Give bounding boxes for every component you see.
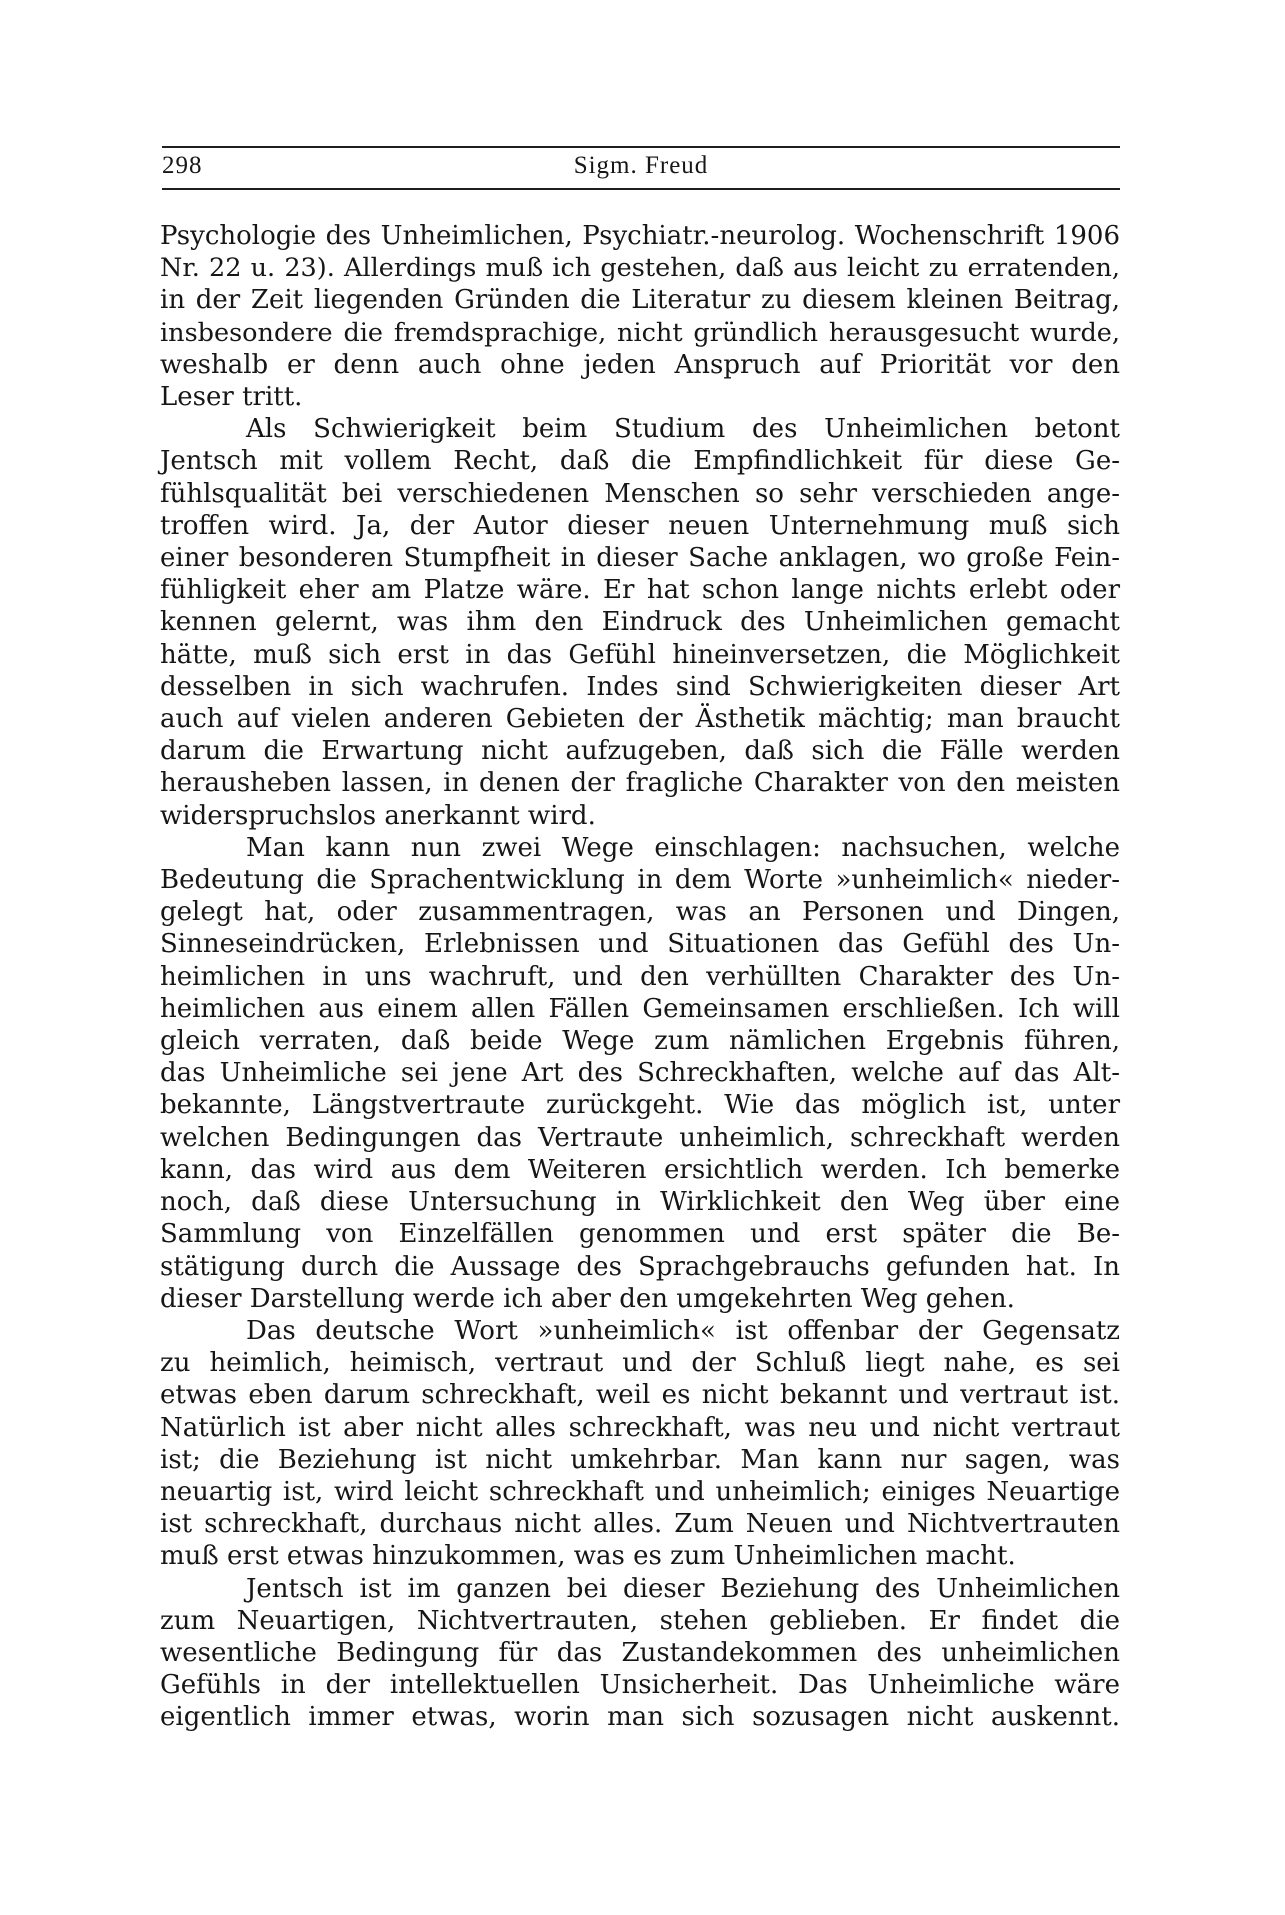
text-line: muß erst etwas hinzukommen, was es zum Unheimlichen macht.: [160, 1541, 1016, 1572]
text-line: herausheben lassen, in denen der fragliche Charakter von den meisten: [160, 768, 1120, 799]
text-line: kann, das wird aus dem Weiteren ersichtlich werden. Ich bemerke: [160, 1154, 1120, 1185]
text-line: fühlsqualität bei verschiedenen Menschen so sehr verschieden ange-: [160, 478, 1120, 509]
running-head: [162, 146, 1120, 190]
text-line: weshalb er denn auch ohne jeden Anspruch auf Priorität vor den: [160, 349, 1120, 380]
text-line: auch auf vielen anderen Gebieten der Ästhetik mächtig; man braucht: [160, 704, 1120, 735]
text-line: widerspruchslos anerkannt wird.: [160, 800, 596, 831]
text-line: einer besonderen Stumpfheit in dieser Sache anklagen, wo große Fein-: [160, 543, 1120, 574]
text-line: ist; die Beziehung ist nicht umkehrbar. Man kann nur sagen, was: [160, 1444, 1120, 1475]
text-line: in der Zeit liegenden Gründen die Literatur zu diesem kleinen Beitrag,: [160, 285, 1120, 316]
text-line: das Unheimliche sei jene Art des Schreckhaften, welche auf das Alt-: [160, 1058, 1120, 1089]
text-line: Sammlung von Einzelfällen genommen und erst später die Be-: [160, 1219, 1120, 1250]
text-line: Das deutsche Wort »unheimlich« ist offenbar der Gegensatz: [246, 1315, 1120, 1346]
text-line: hätte, muß sich erst in das Gefühl hineinversetzen, die Möglichkeit: [160, 639, 1120, 670]
running-head-author: Sigm. Freud: [573, 152, 709, 179]
text-line: Nr. 22 u. 23). Allerdings muß ich gestehen, daß aus leicht zu erratenden,: [160, 253, 1120, 284]
text-line: noch, daß diese Untersuchung in Wirklichkeit den Weg über eine: [160, 1187, 1120, 1218]
text-line: wesentliche Bedingung für das Zustandekommen des unheimlichen: [160, 1637, 1120, 1668]
text-line: Jentsch ist im ganzen bei dieser Beziehung des Unheimlichen: [246, 1573, 1120, 1604]
text-line: Leser tritt.: [160, 382, 303, 413]
text-line: Jentsch mit vollem Recht, daß die Empfindlichkeit für diese Ge-: [160, 446, 1120, 477]
text-line: heimlichen in uns wachruft, und den verhüllten Charakter des Un-: [160, 961, 1120, 992]
text-line: troffen wird. Ja, der Autor dieser neuen Unternehmung muß sich: [160, 510, 1120, 541]
text-line: etwas eben darum schreckhaft, weil es nicht bekannt und vertraut ist.: [160, 1380, 1120, 1411]
text-line: fühligkeit eher am Platze wäre. Er hat schon lange nichts erlebt oder: [160, 575, 1120, 606]
text-line: welchen Bedingungen das Vertraute unheimlich, schreckhaft werden: [160, 1122, 1120, 1153]
text-line: dieser Darstellung werde ich aber den umgekehrten Weg gehen.: [160, 1283, 1015, 1314]
text-line: Natürlich ist aber nicht alles schreckhaft, was neu und nicht vertraut: [160, 1412, 1120, 1443]
text-line: stätigung durch die Aussage des Sprachgebrauchs gefunden hat. In: [160, 1251, 1120, 1282]
text-line: desselben in sich wachrufen. Indes sind Schwierigkeiten dieser Art: [160, 671, 1120, 702]
page-number: 298: [162, 152, 203, 179]
text-line: kennen gelernt, was ihm den Eindruck des Unheimlichen gemacht: [160, 607, 1120, 638]
text-line: Gefühls in der intellektuellen Unsicherheit. Das Unheimliche wäre: [160, 1670, 1120, 1701]
text-line: zum Neuartigen, Nichtvertrauten, stehen geblieben. Er findet die: [160, 1605, 1120, 1636]
text-line: Man kann nun zwei Wege einschlagen: nachsuchen, welche: [246, 832, 1120, 863]
text-line: gelegt hat, oder zusammentragen, was an Personen und Dingen,: [160, 897, 1120, 928]
text-line: insbesondere die fremdsprachige, nicht gründlich herausgesucht wurde,: [160, 317, 1120, 348]
text-line: darum die Erwartung nicht aufzugeben, daß sich die Fälle werden: [160, 736, 1120, 767]
text-line: Bedeutung die Sprachentwicklung in dem Worte »unheimlich« nieder-: [160, 865, 1120, 896]
text-line: heimlichen aus einem allen Fällen Gemeinsamen erschließen. Ich will: [160, 993, 1120, 1024]
text-line: Sinneseindrücken, Erlebnissen und Situationen das Gefühl des Un-: [160, 929, 1120, 960]
text-line: eigentlich immer etwas, worin man sich sozusagen nicht auskennt.: [160, 1702, 1120, 1733]
text-line: Psychologie des Unheimlichen, Psychiatr.-neurolog. Wochenschrift 1906: [160, 221, 1120, 251]
text-line: zu heimlich, heimisch, vertraut und der Schluß liegt nahe, es sei: [160, 1348, 1120, 1379]
text-line: ist schreckhaft, durchaus nicht alles. Zum Neuen und Nichtvertrauten: [160, 1509, 1120, 1540]
text-line: bekannte, Längstvertraute zurückgeht. Wie das möglich ist, unter: [160, 1090, 1120, 1121]
text-line: Als Schwierigkeit beim Studium des Unheimlichen betont: [246, 414, 1120, 445]
text-line: neuartig ist, wird leicht schreckhaft und unheimlich; einiges Neuartige: [160, 1476, 1120, 1507]
text-line: gleich verraten, daß beide Wege zum nämlichen Ergebnis führen,: [160, 1026, 1120, 1057]
body-text: [160, 220, 1120, 1734]
